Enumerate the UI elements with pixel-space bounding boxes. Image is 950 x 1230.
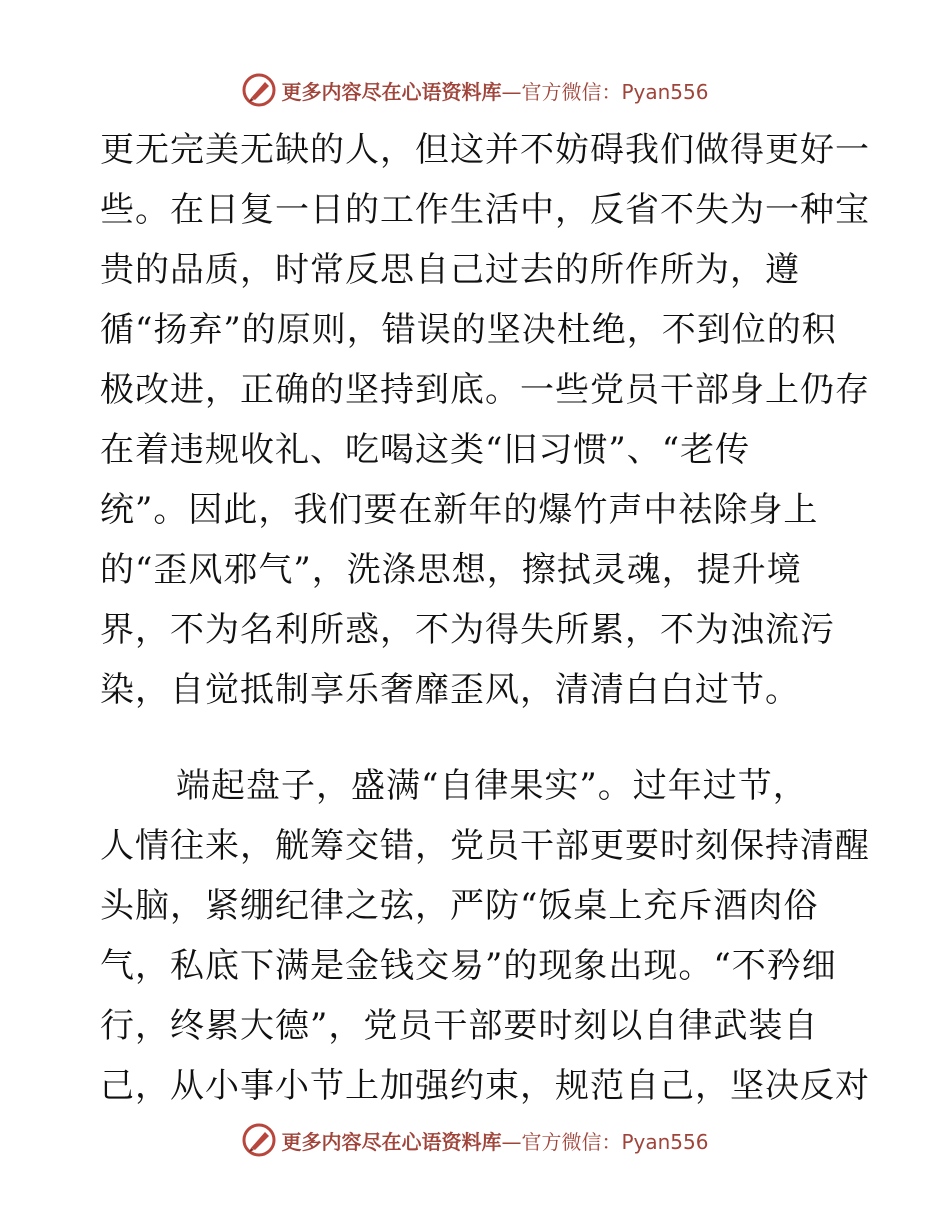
text-line: 界，不为名利所惑，不为得失所累，不为浊流污 [100,610,835,650]
text-line: 更无完美无缺的人，但这并不妨碍我们做得更好一 [100,130,870,170]
text-line: 染，自觉抵制享乐奢靡歪风，清清白白过节。 [100,670,800,710]
footer-brand: 更多内容尽在心语资料库 [281,1129,502,1154]
text-line: 在着违规收礼、吃喝这类“旧习惯”、“老传 [100,430,751,470]
text-line: 极改进，正确的坚持到底。一些党员干部身上仍存 [100,370,870,410]
document-body [100,120,870,1116]
text-line: 行，终累大德”，党员干部要时刻以自律武装自 [100,1006,819,1046]
text-line: 人情往来，觥筹交错，党员干部更要时刻保持清醒 [100,826,870,866]
paragraph-1 [100,120,870,720]
text-line: 头脑，紧绷纪律之弦，严防“饭桌上充斥酒肉俗 [100,886,819,926]
text-line: 贵的品质，时常反思自己过去的所作所为，遵 [100,250,800,290]
header-watermark [0,68,950,112]
pen-logo-icon [241,1122,277,1158]
footer-wechat: —官方微信：Pyan556 [501,1129,709,1154]
text-line: 的“歪风邪气”，洗涤思想，擦拭灵魂，提升境 [100,550,802,590]
footer-watermark-text [281,1126,708,1155]
text-line: 端起盘子，盛满“自律果实”。过年过节， [176,766,808,806]
paragraph-2 [100,756,870,1116]
text-line: 气，私底下满是金钱交易”的现象出现。“不矜细 [100,946,837,986]
footer-watermark [0,1118,950,1162]
text-line: 循“扬弃”的原则，错误的坚决杜绝，不到位的积 [100,310,837,350]
header-wechat: —官方微信：Pyan556 [501,79,709,104]
header-watermark-text [281,76,708,105]
text-line: 己，从小事小节上加强约束，规范自己，坚决反对 [100,1066,870,1106]
header-brand: 更多内容尽在心语资料库 [281,79,502,104]
text-line: 统”。因此，我们要在新年的爆竹声中祛除身上 [100,490,819,530]
text-line: 些。在日复一日的工作生活中，反省不失为一种宝 [100,190,870,230]
pen-logo-icon [241,72,277,108]
